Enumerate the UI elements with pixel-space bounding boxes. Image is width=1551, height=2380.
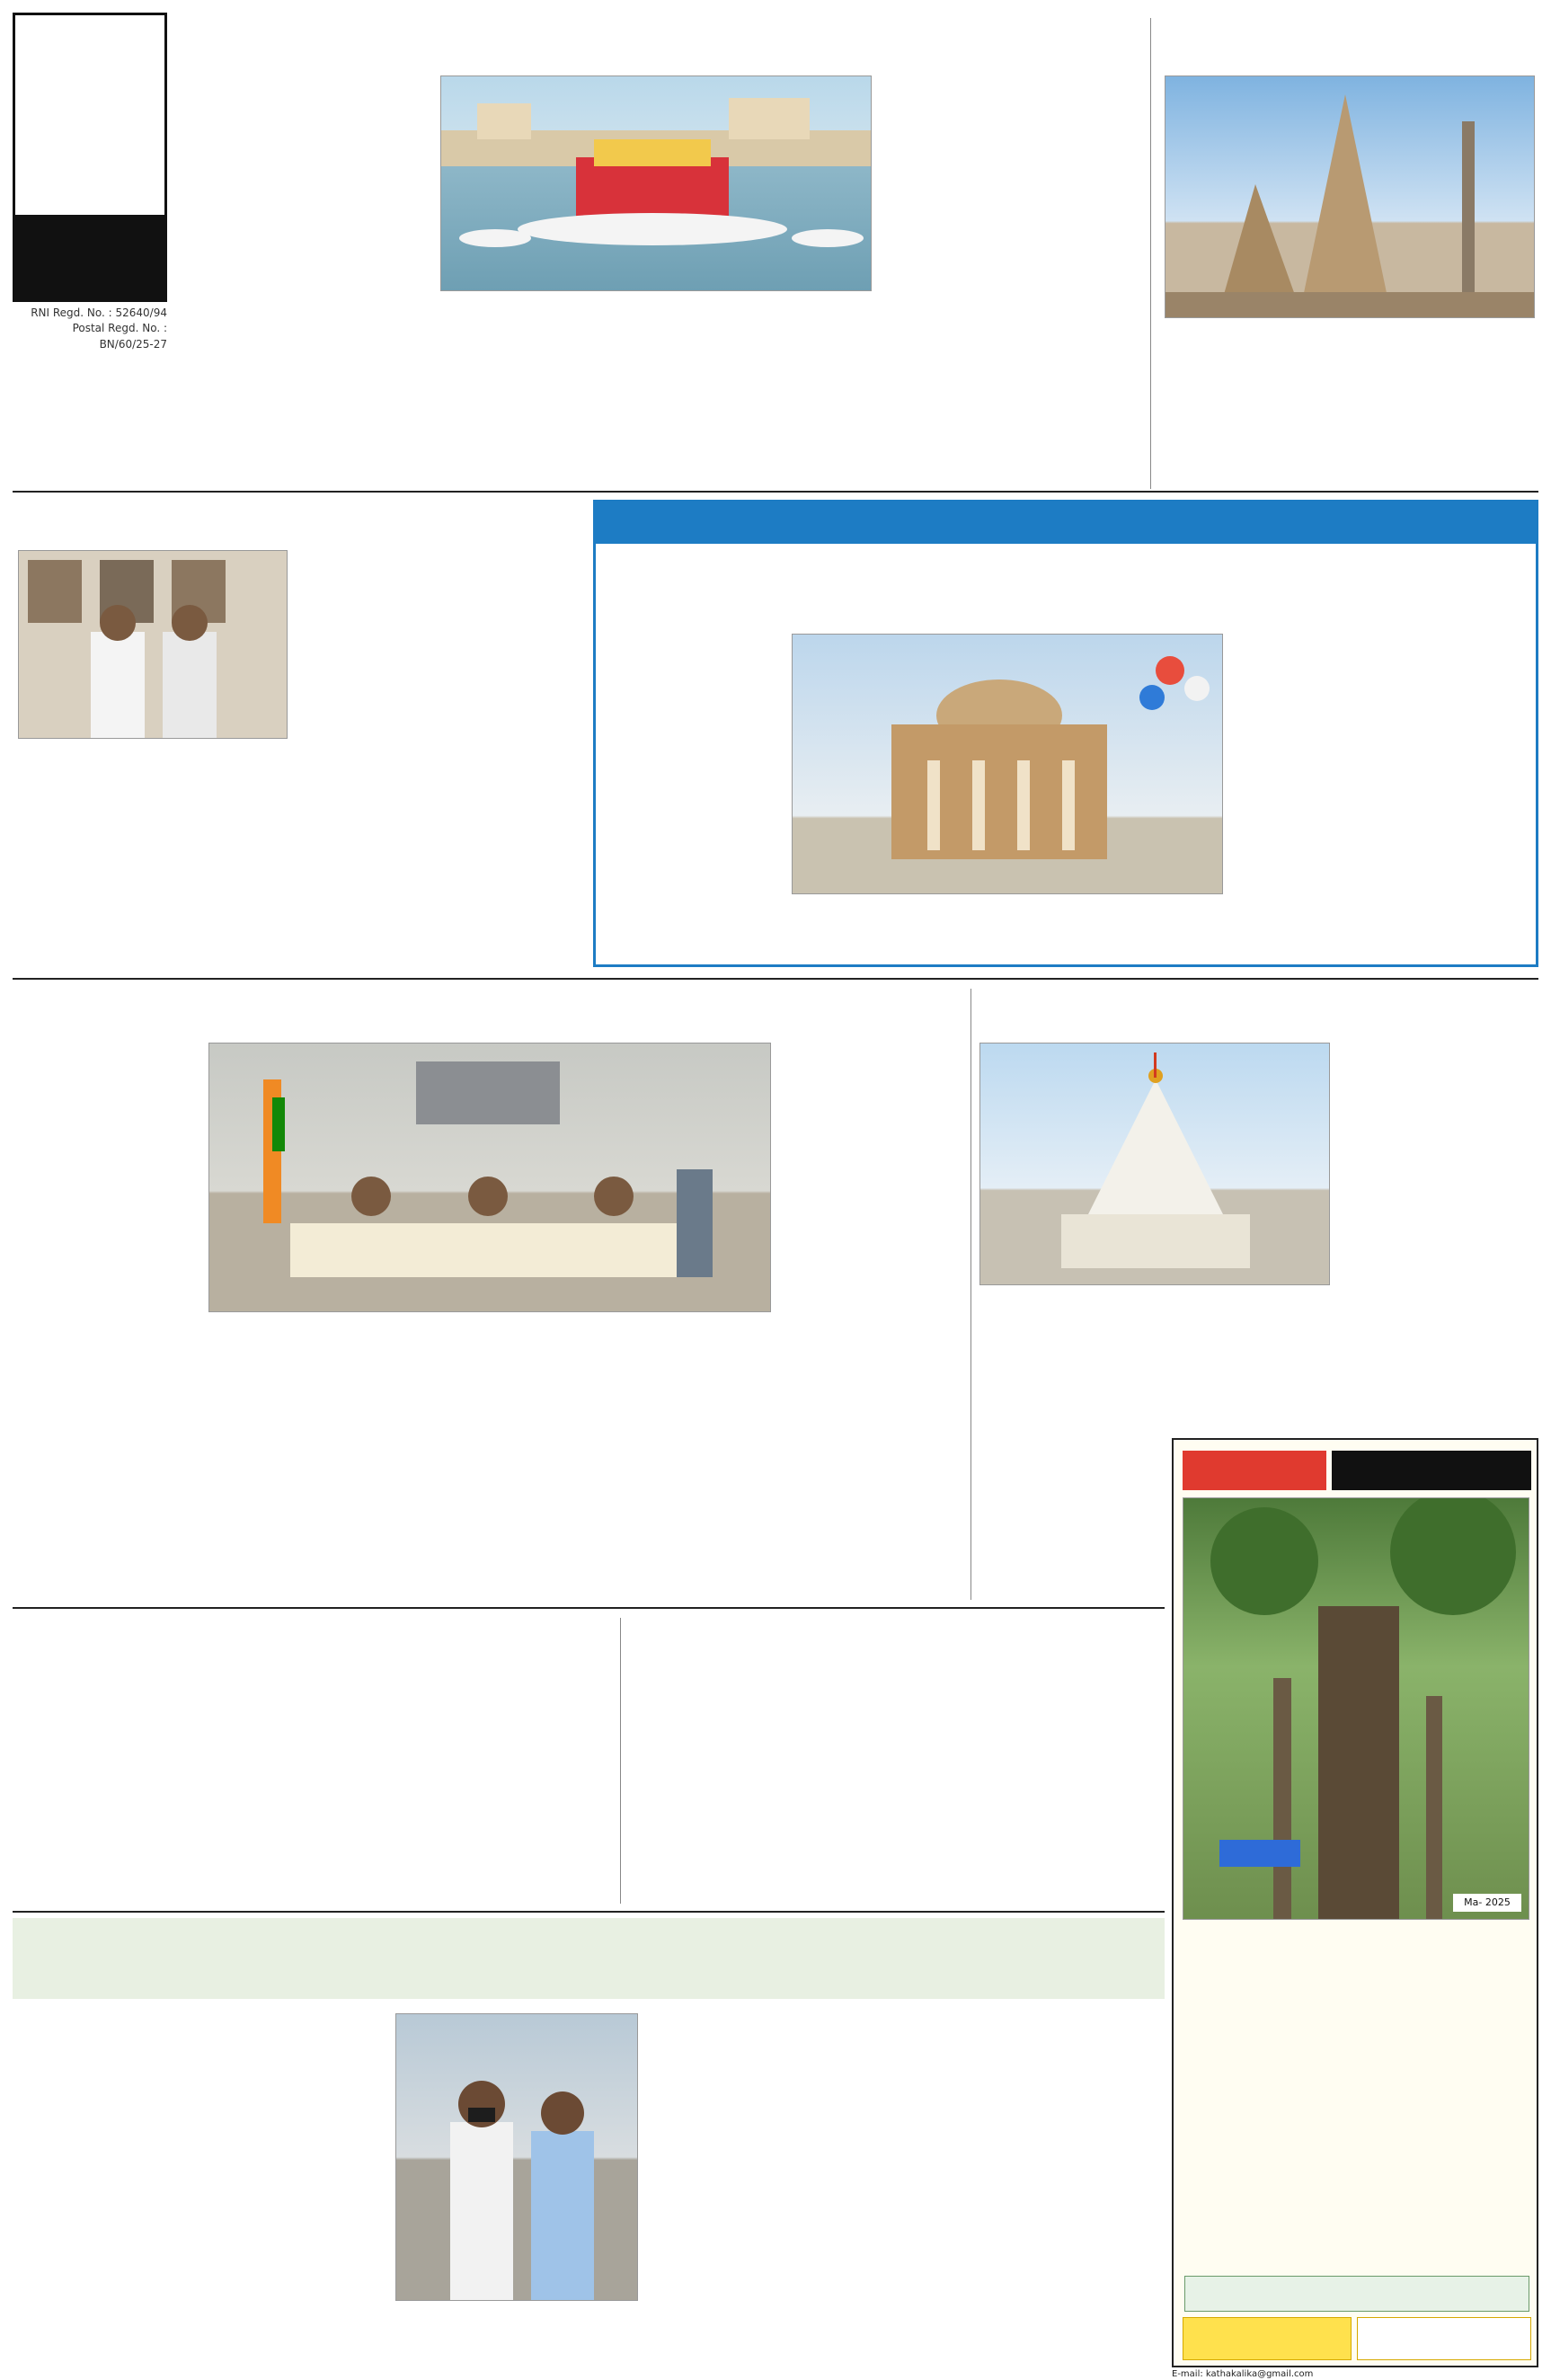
- column-divider: [970, 989, 971, 1600]
- education-headline: [25, 1932, 1152, 1986]
- quarrel-body: [18, 1668, 611, 1904]
- lawyers-body: [629, 1668, 1165, 1904]
- education-photo: [395, 2013, 638, 2301]
- supreme-court-body: [605, 634, 784, 957]
- ad-contents-3: [1184, 2157, 1529, 2265]
- education-body-right: [647, 2013, 1165, 2367]
- sevayat-headline: [1159, 18, 1538, 63]
- ad-issue: [1332, 1451, 1531, 1490]
- chandan-body-right: [884, 75, 1136, 302]
- cm-caption: [18, 742, 288, 760]
- supreme-court-headline: [605, 555, 1527, 625]
- postal-number: BN/60/25-27: [99, 337, 167, 351]
- masthead: [13, 13, 167, 302]
- supreme-court-photo: [792, 634, 1223, 894]
- ad-contact-2: [1357, 2317, 1531, 2360]
- akhandalamani-headline: [979, 989, 1538, 1030]
- chandan-body-left: [176, 81, 428, 485]
- magazine-ad[interactable]: [1172, 1438, 1538, 2367]
- governor-body-right: [782, 1043, 963, 1321]
- governor-photo: [208, 1043, 771, 1312]
- supreme-court-body-right: [1230, 634, 1532, 957]
- chandan-photo: [440, 75, 872, 291]
- ad-contents-2: [1184, 2060, 1529, 2150]
- cm-photo: [18, 550, 288, 739]
- section-rule: [13, 1911, 1165, 1913]
- governor-headline: [18, 989, 963, 1030]
- governor-body-left-2: [18, 1285, 198, 1600]
- quarrel-headline: [18, 1618, 611, 1657]
- supreme-court-band: [596, 502, 1536, 544]
- registration-info: [13, 306, 167, 395]
- sevayat-photo: [1165, 75, 1535, 318]
- date-box: [15, 215, 164, 301]
- akhandalamani-body-right: [1341, 1043, 1538, 1285]
- cm-body-right: [298, 550, 584, 759]
- ad-cover-credit: Ma- 2025: [1453, 1894, 1521, 1912]
- sevayat-caption: [1165, 322, 1535, 340]
- ad-notice: [1184, 2276, 1529, 2312]
- ad-contact: [1183, 2317, 1352, 2360]
- section-rule: [13, 978, 1538, 980]
- ad-band: [1183, 1451, 1326, 1490]
- supreme-court-box: [593, 500, 1538, 967]
- education-headline-band: [13, 1918, 1165, 1999]
- education-body-left: [18, 2013, 377, 2367]
- akhandalamani-body: [979, 1294, 1538, 1429]
- ad-cover-photo: [1183, 1497, 1529, 1920]
- section-rule: [13, 1607, 1165, 1609]
- supreme-court-body-bottom: [792, 901, 1223, 961]
- akhandalamani-photo: [979, 1043, 1330, 1285]
- chandan-body-bottom: [440, 302, 1132, 485]
- lawyers-headline: [629, 1618, 1165, 1657]
- cm-body: [18, 760, 584, 967]
- sevayat-body: [1165, 342, 1535, 485]
- postal-label: Postal Regd. No. :: [72, 322, 167, 335]
- governor-body-bottom: [208, 1325, 963, 1600]
- ad-contents-1: [1184, 1963, 1529, 2053]
- governor-body-left: [18, 1043, 198, 1276]
- ad-contents-heading: [1184, 1932, 1529, 1956]
- chandan-headline: [176, 18, 1147, 63]
- section-rule: [13, 491, 1538, 493]
- rni-number: RNI Regd. No. : 52640/94: [31, 306, 167, 319]
- column-divider: [620, 1618, 621, 1904]
- ad-email-link[interactable]: E-mail: kathakalika@gmail.com: [1172, 2369, 1314, 2379]
- ad-cover-title: [1336, 1511, 1516, 1556]
- newspaper-logo: [15, 15, 164, 213]
- column-divider: [1150, 18, 1151, 489]
- cm-headline: [18, 500, 584, 539]
